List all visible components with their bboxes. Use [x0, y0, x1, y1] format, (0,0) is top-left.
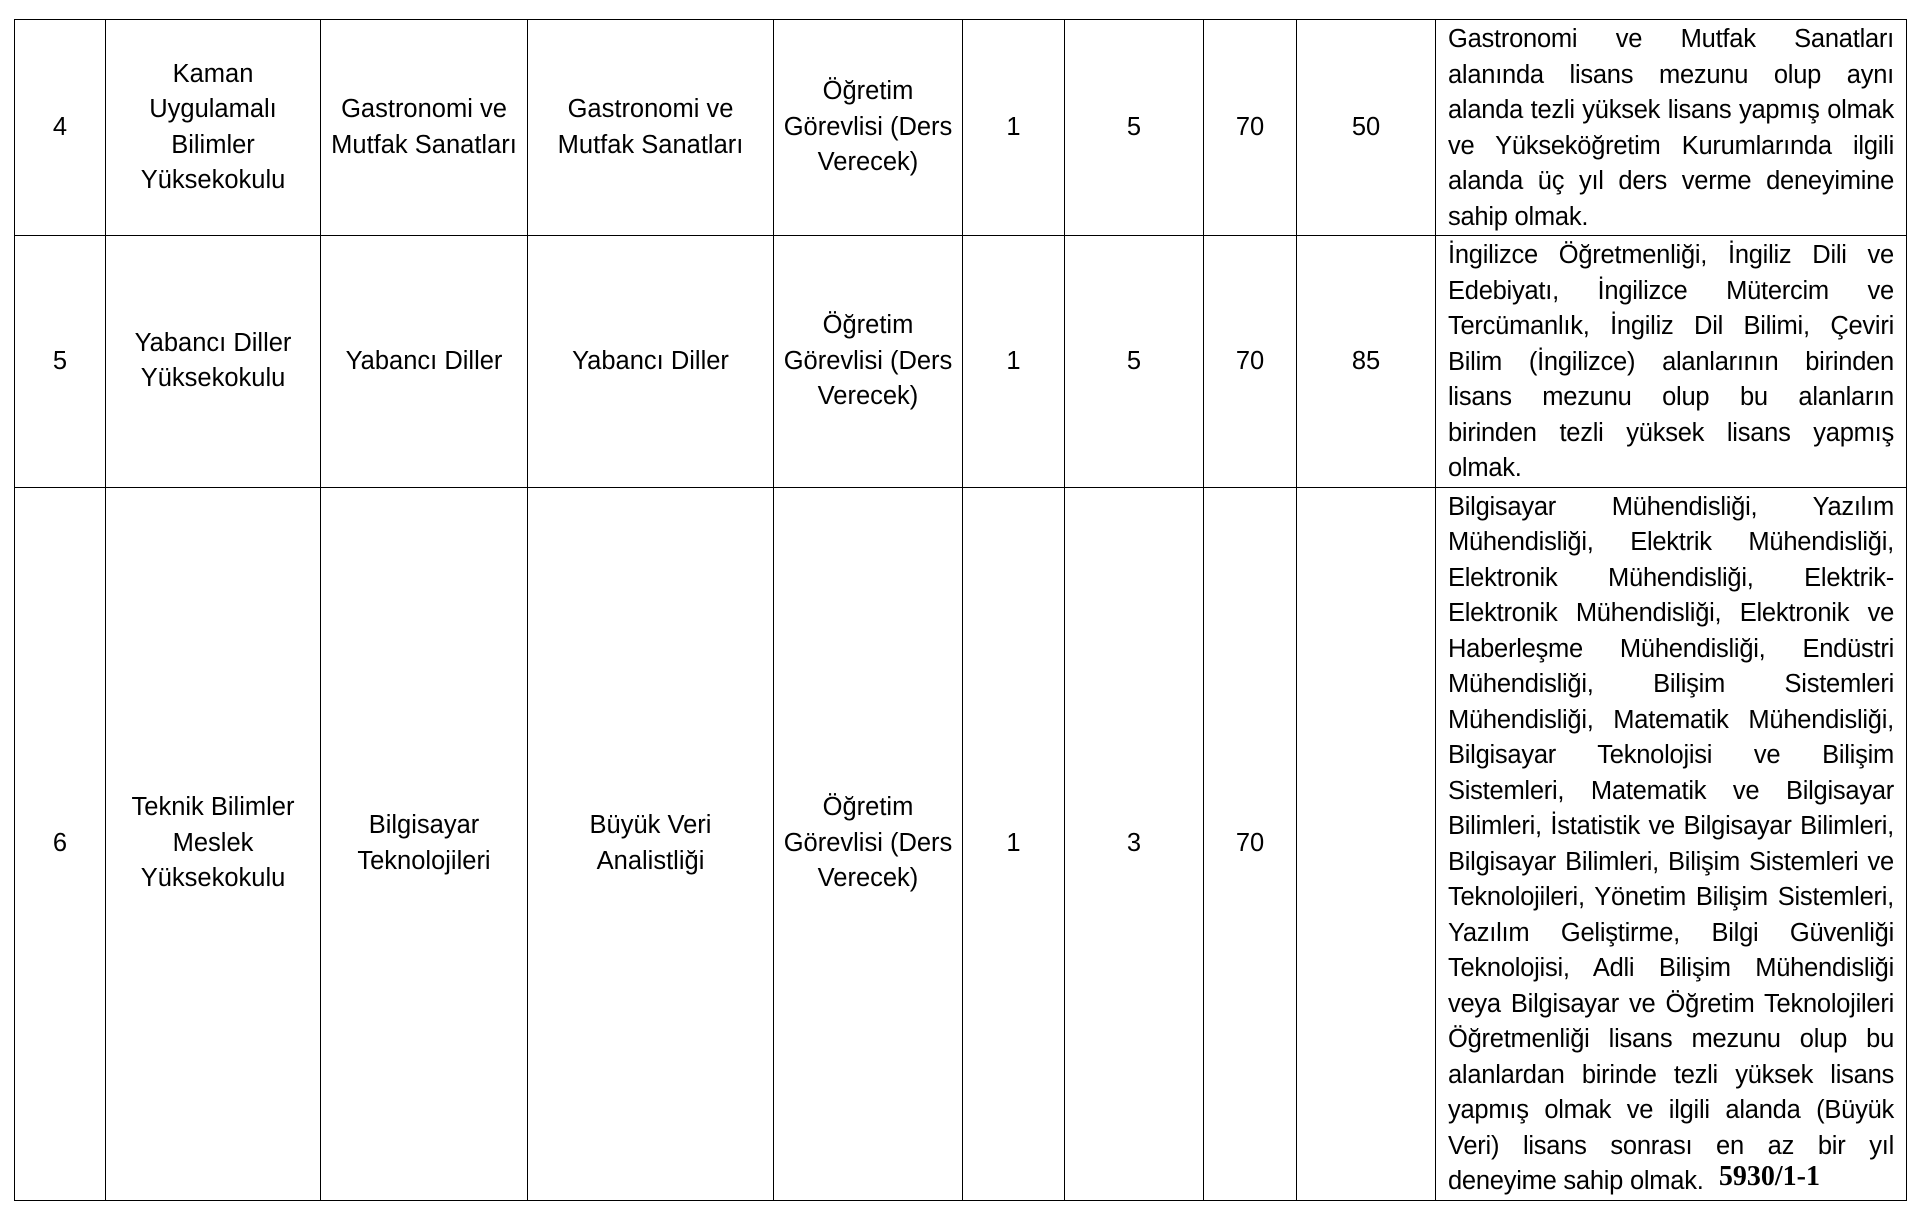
- program-cell: Büyük Veri Analistliği: [528, 487, 774, 1200]
- department-cell: Gastronomi ve Mutfak Sanatları: [321, 20, 528, 236]
- row-number: 6: [15, 487, 106, 1200]
- ales-cell: 70: [1204, 487, 1297, 1200]
- count-cell: 1: [963, 487, 1065, 1200]
- program-cell: Yabancı Diller: [528, 236, 774, 488]
- row-number: 4: [15, 20, 106, 236]
- count-cell: 1: [963, 20, 1065, 236]
- table-row: [15, 236, 1907, 488]
- table-row: [15, 487, 1907, 1200]
- department-cell: Bilgisayar Teknolojileri: [321, 487, 528, 1200]
- unit-cell: Kaman Uygulamalı Bilimler Yüksekokulu: [106, 20, 321, 236]
- row-number: 5: [15, 236, 106, 488]
- requirements-cell: Bilgisayar Mühendisliği, Yazılım Mühendisliği, Elektrik Mühendisliği, Elektronik Mühendisliği, Elektrik-Elektronik Mühendisliği, Elektronik ve Haberleşme Mühendisliği, Endüstri Mühendisliği, Bilişim Sistemleri Mühendisliği, Matematik Mühendisliği, Bilgisayar Teknolojisi ve Bilişim Sistemleri, Matematik ve Bilgisayar Bilimleri, İstatistik ve Bilgisayar Bilimleri, Bilgisayar Bilimleri, Bilişim Sistemleri ve Teknolojileri, Yönetim Bilişim Sistemleri, Yazılım Geliştirme, Bilgi Güvenliği Teknolojisi, Adli Bilişim Mühendisliği veya Bilgisayar ve Öğretim Teknolojileri Öğretmenliği lisans mezunu olup bu alanlardan birinde tezli yüksek lisans yapmış olmak ve ilgili alanda (Büyük Veri) lisans sonrası en az bir yıl deneyime sahip olmak.: [1436, 487, 1907, 1200]
- language-cell: 85: [1297, 236, 1436, 488]
- degree-cell: 5: [1065, 20, 1204, 236]
- title-cell: Öğretim Görevlisi (Ders Verecek): [774, 236, 963, 488]
- count-cell: 1: [963, 236, 1065, 488]
- title-cell: Öğretim Görevlisi (Ders Verecek): [774, 20, 963, 236]
- degree-cell: 5: [1065, 236, 1204, 488]
- table-row: [15, 20, 1907, 236]
- ales-cell: 70: [1204, 236, 1297, 488]
- degree-cell: 3: [1065, 487, 1204, 1200]
- requirements-cell: Gastronomi ve Mutfak Sanatları alanında lisans mezunu olup aynı alanda tezli yüksek lisans yapmış olmak ve Yükseköğretim Kurumlarında ilgili alanda üç yıl ders verme deneyimine sahip olmak.: [1436, 20, 1907, 236]
- unit-cell: Teknik Bilimler Meslek Yüksekokulu: [106, 487, 321, 1200]
- requirements-cell: İngilizce Öğretmenliği, İngiliz Dili ve Edebiyatı, İngilizce Mütercim ve Tercümanlık, İngiliz Dil Bilimi, Çeviri Bilim (İngilizce) alanlarının birinden lisans mezunu olup bu alanların birinden tezli yüksek lisans yapmış olmak.: [1436, 236, 1907, 488]
- language-cell: 50: [1297, 20, 1436, 236]
- program-cell: Gastronomi ve Mutfak Sanatları: [528, 20, 774, 236]
- page-code: 5930/1-1: [1718, 1161, 1820, 1192]
- positions-table: [14, 19, 1907, 1201]
- unit-cell: Yabancı Diller Yüksekokulu: [106, 236, 321, 488]
- department-cell: Yabancı Diller: [321, 236, 528, 488]
- language-cell: [1297, 487, 1436, 1200]
- title-cell: Öğretim Görevlisi (Ders Verecek): [774, 487, 963, 1200]
- ales-cell: 70: [1204, 20, 1297, 236]
